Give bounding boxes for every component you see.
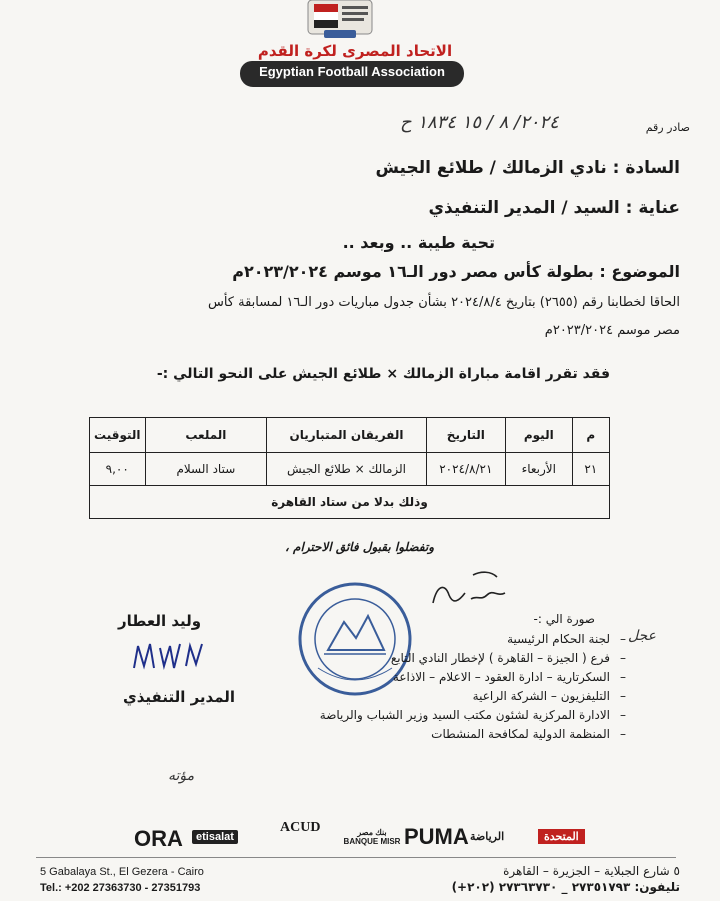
header-cell: اليوم: [505, 418, 572, 453]
list-item: – المنظمة الدولية لمكافحة المنشطات: [320, 725, 626, 744]
body-text-line-1: الحاقا لخطابنا رقم (٢٦٥٥) بتاريخ ٢٠٢٤/٨/٤ بشأن جدول مباريات دور الـ١٦ لمسابقة كأس: [207, 295, 680, 310]
footer-phone-arabic: تليفون: ٢٧٣٥١٧٩٣ _ ٢٧٣٦٣٧٣٠ (٢٠٢+): [451, 880, 680, 894]
body-text-line-2: مصر موسم ٢٠٢٣/٢٠٢٤م: [544, 323, 680, 338]
footer-phone-english: Tel.: +202 27363730 - 27351793: [40, 882, 201, 894]
reference-label: صادر رقم: [645, 121, 690, 134]
table-cell: الأربعاء: [505, 453, 572, 486]
reference-handwritten: ٢٠٢٤/ ٨ / ١٥ ١٨٣٤ ح: [400, 112, 559, 133]
table-cell: الزمالك × طلائع الجيش: [267, 453, 426, 486]
header-cell: الفريقان المتباريان: [267, 418, 426, 453]
list-item: – لجنة الحكام الرئيسية: [320, 630, 626, 649]
cc-label: صورة الي :-: [533, 612, 595, 626]
sponsor-logo-united: المتحدة: [538, 829, 585, 844]
header-cell: التاريخ: [426, 418, 505, 453]
handwritten-note: عجل: [628, 628, 656, 644]
footer-address-english: 5 Gabalaya St., El Gezera - Cairo: [40, 866, 204, 878]
list-item: – السكرتارية – ادارة العقود – الاعلام – الاذاعة: [320, 668, 626, 687]
table-note-row: [90, 486, 610, 519]
org-name-english: Egyptian Football Association: [259, 64, 445, 79]
table-header-row: [90, 418, 610, 453]
table-row: [90, 453, 610, 486]
signer-signature: [130, 638, 210, 678]
closing-line: وتفضلوا بقبول فائق الاحترام ،: [285, 540, 434, 554]
signer-title: المدير التنفيذي: [123, 688, 236, 706]
table-note: وذلك بدلا من ستاد القاهرة: [90, 486, 610, 519]
match-schedule-table: [89, 417, 610, 519]
header-cell: التوقيت: [90, 418, 146, 453]
handwritten-initials: مؤته: [168, 768, 195, 784]
table-cell: ٢٠٢٤/٨/٢١: [426, 453, 505, 486]
sponsor-logo-acud: ACUD: [280, 820, 321, 835]
signer-name: وليد العطار: [118, 612, 202, 630]
list-item: – الادارة المركزية لشئون مكتب السيد وزير الشباب والرياضة: [320, 706, 626, 725]
list-item: – التليفزيون – الشركة الراعية: [320, 687, 626, 706]
greeting: تحية طيبة .. وبعد ..: [342, 233, 495, 252]
org-name-arabic: الاتحاد المصرى لكرة القدم: [257, 42, 453, 60]
attention-line: عناية : السيد / المدير التنفيذي: [428, 198, 680, 218]
header-cell: الملعب: [145, 418, 267, 453]
header-cell: م: [572, 418, 609, 453]
sponsor-logo-banque-misr: بنك مصر BANQUE MISR: [343, 828, 401, 846]
efa-logo-emblem: [298, 0, 382, 40]
footer-address-arabic: ٥ شارع الجبلاية – الجزيرة – القاهرة: [503, 864, 680, 878]
addressee-line: السادة : نادي الزمالك / طلائع الجيش: [375, 158, 680, 178]
handwritten-signature: [425, 565, 515, 615]
sponsor-logo-ora: ORA: [134, 826, 183, 851]
decision-text: فقد تقرر اقامة مباراة الزمالك × طلائع الجيش على النحو التالي :-: [156, 366, 610, 382]
sponsor-logo-puma: PUMA: [404, 824, 469, 849]
sponsor-logo-etisalat: etisalat: [192, 830, 238, 844]
table-cell: ٢١: [572, 453, 609, 486]
table-cell: ٩,٠٠: [90, 453, 146, 486]
cc-recipients-list: [320, 630, 626, 744]
list-item: – فرع ( الجيزة – القاهرة ) لإخطار النادي التابع: [320, 649, 626, 668]
footer-divider: [36, 857, 676, 858]
subject-line: الموضوع : بطولة كأس مصر دور الـ١٦ موسم ٢٠٢٣/٢٠٢٤م: [232, 262, 680, 281]
sponsor-logo-ministry: الرياضة: [470, 831, 505, 843]
table-cell: ستاد السلام: [145, 453, 267, 486]
